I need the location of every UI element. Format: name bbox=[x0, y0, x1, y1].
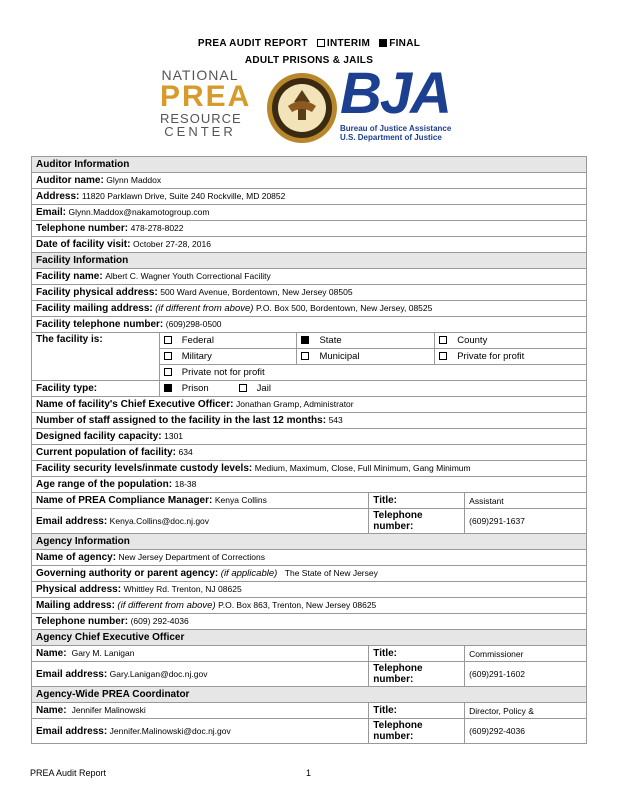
agency-phone-label: Telephone number: bbox=[36, 616, 129, 627]
opt-military[interactable] bbox=[159, 349, 297, 365]
auditor-address-value[interactable]: 11820 Parklawn Drive, Suite 240 Rockville, MD 20852 bbox=[81, 191, 286, 201]
agency-name-value[interactable]: New Jersey Department of Corrections bbox=[118, 552, 265, 562]
auditor-address-label: Address: bbox=[36, 191, 80, 202]
agency-mail-value[interactable]: P.O. Box 863, Trenton, New Jersey 08625 bbox=[218, 600, 377, 610]
nprc-logo bbox=[160, 67, 252, 139]
facility-type-options bbox=[159, 381, 586, 397]
private-nonprofit-checkbox[interactable] bbox=[164, 368, 172, 376]
agency-phys-label: Physical address: bbox=[36, 584, 122, 595]
footer-label: PREA Audit Report bbox=[30, 768, 107, 778]
report-subtitle: ADULT PRISONS & JAILS bbox=[244, 55, 374, 66]
facility-staff-row bbox=[32, 413, 587, 429]
facility-staff-label: Number of staff assigned to the facility in the last 12 months: bbox=[36, 415, 327, 426]
pcm-phone-value[interactable]: (609)291-1637 bbox=[465, 509, 587, 534]
ceo-email-cell bbox=[32, 662, 369, 687]
facility-age-row bbox=[32, 477, 587, 493]
agency-mail-note: (if different from above) bbox=[117, 600, 216, 611]
facility-ceo-label: Name of facility's Chief Executive Officer: bbox=[36, 399, 234, 410]
pcm-phone-cell bbox=[369, 509, 465, 534]
auditor-name-value[interactable]: Glynn Maddox bbox=[106, 175, 162, 185]
facility-capacity-label: Designed facility capacity: bbox=[36, 431, 162, 442]
report-header bbox=[0, 38, 618, 49]
prison-checkbox[interactable] bbox=[164, 384, 172, 392]
military-checkbox[interactable] bbox=[164, 352, 172, 360]
opt-private-profit[interactable] bbox=[435, 349, 587, 365]
facility-capacity-row bbox=[32, 429, 587, 445]
bja-logo-line2: U.S. Department of Justice bbox=[340, 133, 442, 142]
opt-private-nonprofit[interactable] bbox=[159, 365, 586, 381]
doj-seal-icon bbox=[266, 72, 338, 144]
private-nonprofit-label: Private not for profit bbox=[181, 367, 265, 378]
section-facility: Facility Information bbox=[32, 253, 587, 269]
auditor-phone-value[interactable]: 478-278-8022 bbox=[130, 223, 184, 233]
facility-type-cell bbox=[32, 381, 160, 397]
coord-name-label: Name: bbox=[36, 705, 67, 716]
section-auditor: Auditor Information bbox=[32, 157, 587, 173]
report-title: PREA AUDIT REPORT bbox=[197, 38, 308, 49]
ceo-name-value[interactable]: Gary M. Lanigan bbox=[71, 648, 135, 658]
nprc-logo-line3: RESOURCE bbox=[160, 111, 242, 126]
section-prea-coordinator: Agency-Wide PREA Coordinator bbox=[32, 687, 587, 703]
pcm-title-value[interactable]: Assistant bbox=[465, 493, 587, 509]
nprc-logo-line1: NATIONAL bbox=[161, 67, 239, 83]
ceo-phone-value[interactable]: (609)291-1602 bbox=[465, 662, 587, 687]
facility-mail-value[interactable]: P.O. Box 500, Bordentown, New Jersey, 08525 bbox=[255, 303, 433, 313]
state-checkbox[interactable] bbox=[301, 336, 309, 344]
facility-security-value[interactable]: Medium, Maximum, Close, Full Minimum, Gang Minimum bbox=[254, 463, 471, 473]
facility-capacity-value[interactable]: 1301 bbox=[164, 431, 184, 441]
coord-title-value[interactable]: Director, Policy & bbox=[465, 703, 587, 719]
section-agency-ceo: Agency Chief Executive Officer bbox=[32, 630, 587, 646]
facility-name-value[interactable]: Albert C. Wagner Youth Correctional Facility bbox=[105, 271, 271, 281]
ceo-name-cell bbox=[32, 646, 369, 662]
facility-is-cell bbox=[32, 333, 160, 381]
pcm-title-cell bbox=[369, 493, 465, 509]
final-checkbox[interactable] bbox=[379, 39, 387, 47]
auditor-name-row bbox=[32, 173, 587, 189]
auditor-visit-value[interactable]: October 27-28, 2016 bbox=[132, 239, 211, 249]
coord-phone-value[interactable]: (609)292-4036 bbox=[465, 719, 587, 744]
coord-title-label: Title: bbox=[373, 705, 398, 716]
federal-checkbox[interactable] bbox=[164, 336, 172, 344]
facility-security-label: Facility security levels/inmate custody levels: bbox=[36, 463, 253, 474]
facility-phys-row bbox=[32, 285, 587, 301]
facility-phys-label: Facility physical address: bbox=[36, 287, 158, 298]
agency-gov-note: (if applicable) bbox=[220, 568, 278, 579]
coord-title-cell bbox=[369, 703, 465, 719]
pcm-title-label: Title: bbox=[373, 495, 398, 506]
jail-label: Jail bbox=[256, 383, 271, 394]
pcm-name-cell bbox=[32, 493, 369, 509]
ceo-name-label: Name: bbox=[36, 648, 67, 659]
facility-staff-value[interactable]: 543 bbox=[328, 415, 343, 425]
facility-is-label: The facility is: bbox=[36, 334, 103, 345]
auditor-phone-row bbox=[32, 221, 587, 237]
facility-phone-row bbox=[32, 317, 587, 333]
pcm-email-label: Email address: bbox=[36, 515, 108, 527]
interim-label: INTERIM bbox=[326, 38, 371, 49]
auditor-email-label: Email: bbox=[36, 207, 67, 218]
auditor-email-value[interactable]: Glynn.Maddox@nakamotogroup.com bbox=[68, 207, 210, 217]
prison-label: Prison bbox=[181, 383, 209, 394]
pcm-name-value[interactable]: Kenya Collins bbox=[214, 495, 267, 505]
auditor-name-label: Auditor name: bbox=[36, 175, 104, 186]
bja-logo bbox=[340, 61, 490, 146]
section-agency: Agency Information bbox=[32, 534, 587, 550]
agency-phys-value[interactable]: Whittley Rd. Trenton, NJ 08625 bbox=[123, 584, 242, 594]
agency-gov-label: Governing authority or parent agency: bbox=[36, 568, 219, 579]
facility-age-label: Age range of the population: bbox=[36, 479, 173, 490]
private-profit-label: Private for profit bbox=[457, 351, 525, 362]
coord-name-cell bbox=[32, 703, 369, 719]
agency-phone-row bbox=[32, 614, 587, 630]
facility-mail-note: (if different from above) bbox=[155, 303, 254, 314]
facility-ceo-row bbox=[32, 397, 587, 413]
pcm-phone-label: Telephone number: bbox=[373, 510, 423, 532]
coord-phone-label: Telephone number: bbox=[373, 720, 423, 742]
ceo-title-cell bbox=[369, 646, 465, 662]
audit-form-table bbox=[31, 156, 587, 744]
facility-mail-row bbox=[32, 301, 587, 317]
ceo-phone-cell bbox=[369, 662, 465, 687]
ceo-email-value[interactable]: Gary.Lanigan@doc.nj.gov bbox=[109, 668, 208, 679]
auditor-address-row bbox=[32, 189, 587, 205]
facility-phone-value[interactable]: (609)298-0500 bbox=[165, 319, 222, 329]
agency-gov-value[interactable]: The State of New Jersey bbox=[284, 568, 378, 578]
coord-email-value[interactable]: Jennifer.Malinowski@doc.nj.gov bbox=[109, 725, 231, 736]
nprc-logo-line4: CENTER bbox=[164, 124, 236, 139]
agency-mail-row bbox=[32, 598, 587, 614]
pcm-name-label: Name of PREA Compliance Manager: bbox=[36, 495, 213, 506]
federal-label: Federal bbox=[181, 335, 214, 346]
agency-name-label: Name of agency: bbox=[36, 552, 117, 563]
opt-state[interactable] bbox=[297, 333, 435, 349]
coord-name-value[interactable]: Jennifer Malinowski bbox=[71, 705, 146, 715]
facility-population-value[interactable]: 634 bbox=[178, 447, 193, 457]
facility-mail-label: Facility mailing address: bbox=[36, 303, 153, 314]
pcm-email-value[interactable]: Kenya.Collins@doc.nj.gov bbox=[109, 515, 210, 526]
page-number: 1 bbox=[306, 768, 312, 778]
bja-logo-mark: BJA bbox=[340, 61, 451, 126]
auditor-visit-row bbox=[32, 237, 587, 253]
municipal-label: Municipal bbox=[319, 351, 360, 362]
auditor-phone-label: Telephone number: bbox=[36, 223, 129, 234]
agency-name-row bbox=[32, 550, 587, 566]
state-label: State bbox=[319, 335, 342, 346]
ceo-title-value[interactable]: Commissioner bbox=[465, 646, 587, 662]
municipal-checkbox[interactable] bbox=[301, 352, 309, 360]
agency-gov-row bbox=[32, 566, 587, 582]
facility-age-value[interactable]: 18-38 bbox=[174, 479, 197, 489]
private-profit-checkbox[interactable] bbox=[439, 352, 447, 360]
facility-name-row bbox=[32, 269, 587, 285]
coord-phone-cell bbox=[369, 719, 465, 744]
facility-type-label: Facility type: bbox=[36, 383, 98, 394]
nprc-logo-line2: PREA bbox=[160, 80, 252, 113]
opt-federal[interactable] bbox=[159, 333, 297, 349]
agency-phone-value[interactable]: (609) 292-4036 bbox=[130, 616, 189, 626]
pcm-email-cell bbox=[32, 509, 369, 534]
auditor-email-row bbox=[32, 205, 587, 221]
jail-checkbox[interactable] bbox=[239, 384, 247, 392]
county-label: County bbox=[457, 335, 488, 346]
agency-mail-label: Mailing address: bbox=[36, 600, 115, 611]
opt-county[interactable] bbox=[435, 333, 587, 349]
facility-population-label: Current population of facility: bbox=[36, 447, 176, 458]
interim-checkbox[interactable] bbox=[317, 39, 325, 47]
ceo-email-label: Email address: bbox=[36, 668, 108, 680]
facility-phone-label: Facility telephone number: bbox=[36, 319, 164, 330]
facility-security-row bbox=[32, 461, 587, 477]
auditor-visit-label: Date of facility visit: bbox=[36, 239, 131, 250]
ceo-title-label: Title: bbox=[373, 648, 398, 659]
ceo-phone-label: Telephone number: bbox=[373, 663, 423, 685]
facility-name-label: Facility name: bbox=[36, 271, 103, 282]
facility-phys-value[interactable]: 500 Ward Avenue, Bordentown, New Jersey 08505 bbox=[160, 287, 353, 297]
facility-population-row bbox=[32, 445, 587, 461]
opt-municipal[interactable] bbox=[297, 349, 435, 365]
agency-phys-row bbox=[32, 582, 587, 598]
coord-email-cell bbox=[32, 719, 369, 744]
military-label: Military bbox=[181, 351, 212, 362]
coord-email-label: Email address: bbox=[36, 725, 108, 737]
facility-ceo-value[interactable]: Jonathan Gramp, Administrator bbox=[235, 399, 354, 409]
county-checkbox[interactable] bbox=[439, 336, 447, 344]
bja-logo-line1: Bureau of Justice Assistance bbox=[340, 124, 452, 133]
final-label: FINAL bbox=[389, 38, 421, 49]
